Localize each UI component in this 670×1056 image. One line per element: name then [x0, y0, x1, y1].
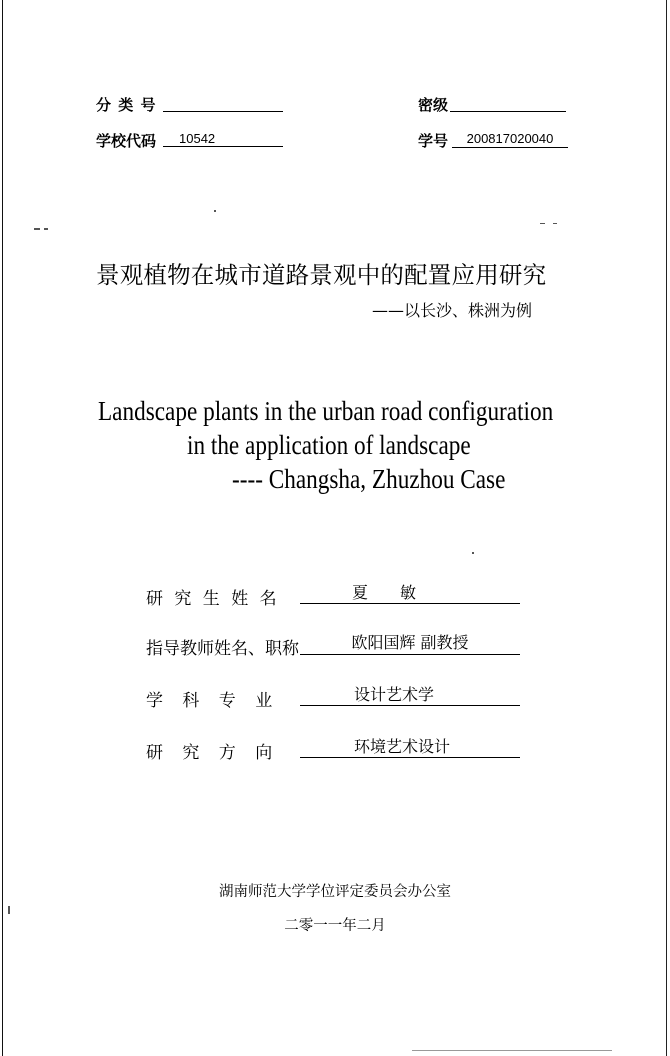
advisor-label: 指导教师姓名、职称	[146, 639, 299, 659]
security-level-label: 密级	[418, 96, 449, 114]
chinese-title: 景观植物在城市道路景观中的配置应用研究	[96, 261, 547, 289]
scan-mark	[34, 228, 40, 230]
english-title-line-3: ---- Changsha, Zhuzhou Case	[232, 464, 506, 494]
scan-speck	[8, 906, 10, 914]
issue-date: 二零一一年二月	[284, 918, 386, 934]
student-name-label: 研 究 生 姓 名	[146, 589, 280, 609]
classification-number-label: 分 类 号	[96, 96, 157, 114]
scan-mark	[540, 223, 545, 224]
school-code-label: 学校代码	[96, 132, 157, 150]
student-name-value: 夏 敏	[300, 582, 520, 604]
research-direction-label: 研 究 方 向	[146, 743, 273, 763]
major-value: 设计艺术学	[300, 684, 520, 706]
major-label: 学 科 专 业	[146, 691, 273, 711]
student-id-label: 学号	[418, 132, 449, 150]
student-id-value: 200817020040	[452, 130, 568, 148]
security-level-value	[450, 94, 566, 112]
advisor-value: 欧阳国辉 副教授	[300, 632, 520, 655]
issuing-office: 湖南师范大学学位评定委员会办公室	[219, 884, 451, 900]
english-title-line-1: Landscape plants in the urban road configuration	[98, 396, 554, 426]
school-code-value: 10542	[163, 130, 283, 147]
chinese-subtitle: ——以长沙、株洲为例	[372, 301, 533, 320]
scan-mark	[553, 223, 557, 224]
research-direction-value: 环境艺术设计	[300, 736, 520, 758]
scan-mark	[44, 228, 48, 230]
scan-speck	[214, 210, 216, 212]
scan-speck	[412, 1050, 612, 1051]
classification-number-value	[163, 94, 283, 112]
scan-speck	[472, 552, 474, 554]
english-title-line-2: in the application of landscape	[187, 430, 471, 460]
